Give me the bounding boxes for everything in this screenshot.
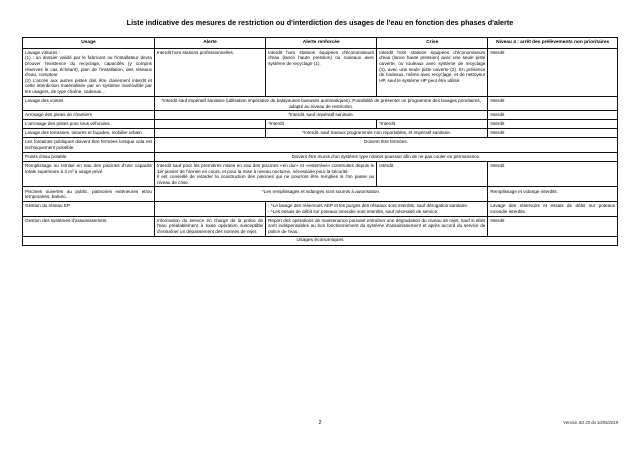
table-row xyxy=(23,187,618,202)
cell-usage: Gestion du réseau EP xyxy=(23,202,155,217)
usage-line: (1) : un dossier validé par le fabricant ou l'installateur devra prouver l'existence du recyclage, capacités (y compris réserves le cas échéant), plan de l'installation, des réseaux d'eau, compteur. xyxy=(25,55,152,78)
page-title: Liste indicative des mesures de restriction ou d'interdiction des usages de l'eau en fonction des phases d'alerte xyxy=(126,18,514,27)
usage-line: (2) L'accès aux autres pistes doit être clairement interdit et cette interdiction matérialisée par un système inamovible par les usagers, de type chaîne, cadenas… xyxy=(25,77,152,94)
section-band-usages-economiques: Usages économiques xyxy=(23,236,618,245)
cell-niveau4: Interdit xyxy=(488,216,618,236)
cell-usage: Piscines ouvertes au public, patinoires extérieures et/ou temporaires, balnéo… xyxy=(23,187,155,202)
cell-crise: *Interdit xyxy=(377,120,488,129)
cell-alerte-renforcee: Interdit hors stations équipées d'économiseurs d'eau (lance haute pression) ou rouleaux avec système de recyclage (1). xyxy=(266,48,377,96)
column-header-usage: Usage xyxy=(23,38,155,49)
table-body xyxy=(23,48,618,245)
cell-niveau4: Interdit xyxy=(488,96,618,111)
cell-merged-alerte-to-crise: *Interdit sauf impératif sanitaire (utilisation impérative de balayeuses laveuses automatiques). Possibilité de présenter un programme des lavages prioritaires, adapté au niveau de restriction. xyxy=(154,96,487,111)
cell-alerte xyxy=(154,202,265,217)
column-header-crise: Crise xyxy=(377,38,488,49)
cell-usage xyxy=(23,48,155,96)
cell-niveau4: Interdit xyxy=(488,120,618,129)
cell-niveau4: Lavage des réservoirs et essais de débit sur poteaux incendie interdits. xyxy=(488,202,618,217)
cell-line: - *Les essais de débit sur poteaux incendie sont interdits, sauf nécessité de service. xyxy=(268,208,439,214)
cell-usage: L'arrosage des pistes pour tous véhicules. xyxy=(23,120,155,129)
table-row xyxy=(23,96,618,111)
cell-niveau4: Interdit xyxy=(488,129,618,138)
cell-line: Il est conseillé de retarder la construction des piscines qui ne pourront être remplies si l'on passe au niveau de crise. xyxy=(156,174,375,185)
revision-label: Version SD 25 du 10/05/2019 xyxy=(563,420,618,425)
cell-usage: Lavage des terrasses, toitures et façades, mobilier urbain xyxy=(23,129,155,138)
usage-line: Lavage voitures : xyxy=(25,49,60,55)
table-row xyxy=(23,120,618,129)
table-row xyxy=(23,48,618,96)
table-row xyxy=(23,138,618,153)
cell-niveau4: Interdit xyxy=(488,161,618,187)
cell-niveau4: Interdit xyxy=(488,111,618,120)
restriction-measures-table xyxy=(22,37,618,246)
column-header-alerte: Alerte xyxy=(154,38,265,49)
column-header-niveau4: Niveau 4 : arrêt des prélèvements non prioritaires xyxy=(488,38,618,49)
cell-merged-renforcee-crise: Report des opérations de maintenance pouvant entraîner une dégradation du niveau de rejet, sauf si elles sont indispensables au bon fonctionnement du système d'assainissement et après accord du service de police de l'eau. xyxy=(266,216,488,236)
cell-line: - *Le lavage des réservoirs AEP et les purges des réseaux sont interdits, sauf dérogation sanitaire. xyxy=(268,203,469,209)
cell-alerte xyxy=(154,129,265,138)
cell-merged-renforcee-crise: *Interdit, sauf travaux programmés non reportables, et impératif sanitaire. xyxy=(266,129,488,138)
page-number: 2 xyxy=(318,420,322,426)
cell-alerte: Information du service en charge de la police de l'eau préalablement à toute opération susceptible d'entraîner un dépassement des normes de rejet. xyxy=(154,216,265,236)
cell-merged-alerte-to-crise: *Les remplissages et vidanges sont soumis à autorisation. xyxy=(154,187,487,202)
table-section-band-row xyxy=(23,236,618,245)
table-header-row xyxy=(23,38,618,49)
cell-line: Interdit sauf pour les premières mises en eau des piscines «en dur» et «enterrées» construites depuis le 1er janvier de l'année en cours, et pour la mise à niveau nocturne, nécessaire pour la sécurité. xyxy=(156,162,375,174)
cell-merged-all-phases: Doivent être fermées. xyxy=(154,138,617,153)
table-row xyxy=(23,152,618,161)
table-row xyxy=(23,129,618,138)
cell-alerte: Interdit hors stations professionnelles. xyxy=(154,48,265,96)
cell-merged-alerte-renforcee xyxy=(154,161,376,187)
cell-alerte xyxy=(154,120,265,129)
cell-merged-all-phases: Doivent être munis d'un système type robinet poussoir afin de ne pas couler en permanence. xyxy=(154,152,617,161)
table-row xyxy=(23,161,618,187)
table-row xyxy=(23,111,618,120)
page-footer xyxy=(22,420,618,432)
cell-usage: Remplissage ou remise en eau des piscines d'une capacité totale supérieure à 2 m³ à usage privé xyxy=(23,161,155,187)
cell-crise: Interdit. xyxy=(377,161,488,187)
cell-merged-renforcee-crise xyxy=(266,202,488,217)
cell-niveau4: Remplissage et vidange interdits. xyxy=(488,187,618,202)
table-row xyxy=(23,216,618,236)
cell-usage: Lavage des voiries xyxy=(23,96,155,111)
column-header-alerte-renforcee: Alerte renforcée xyxy=(266,38,377,49)
cell-merged-alerte-to-crise: *Interdit, sauf impératif sanitaire. xyxy=(154,111,487,120)
cell-usage: Gestion des systèmes d'assainissement xyxy=(23,216,155,236)
cell-usage: Arrosage des pistes de chantiers xyxy=(23,111,155,120)
cell-alerte-renforcee: *Interdit xyxy=(266,120,377,129)
table-row xyxy=(23,202,618,217)
cell-usage: Les fontaines publiques doivent être fermées lorsque cela est techniquement possible. xyxy=(23,138,155,153)
cell-usage: Points d'eau potable xyxy=(23,152,155,161)
cell-crise: Interdit hors stations équipées d'économiseurs d'eau (lance haute pression) avec une seule piste ouverte, ou rouleaux avec système de recyclage (1), avec une seule piste ouverte (2). En présence de rouleaux, même avec recyclage, et de nettoyeur HP, seul le système HP peut être utilisé. xyxy=(377,48,488,96)
cell-niveau4: Interdit xyxy=(488,48,618,96)
table-header xyxy=(23,38,618,49)
